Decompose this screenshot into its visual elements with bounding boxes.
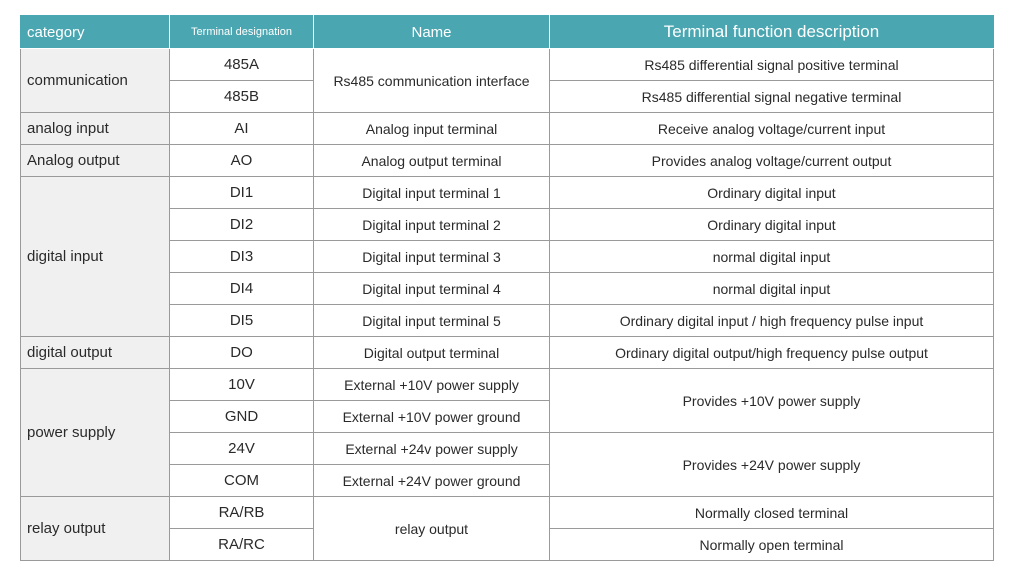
function-cell: Provides +24V power supply (550, 433, 994, 497)
header-name: Name (314, 16, 550, 49)
function-cell: Ordinary digital input (550, 209, 994, 241)
header-category: category (21, 16, 170, 49)
name-cell: External +10V power supply (314, 369, 550, 401)
name-cell: Analog input terminal (314, 113, 550, 145)
terminal-cell: RA/RC (170, 529, 314, 561)
table-row (21, 145, 994, 177)
function-cell: Ordinary digital output/high frequency pulse output (550, 337, 994, 369)
header-terminal-designation: Terminal designation (170, 16, 314, 49)
name-cell: External +24V power ground (314, 465, 550, 497)
name-cell: External +10V power ground (314, 401, 550, 433)
name-cell: Digital output terminal (314, 337, 550, 369)
category-cell: relay output (21, 497, 170, 561)
function-cell: Rs485 differential signal negative terminal (550, 81, 994, 113)
terminal-cell: DO (170, 337, 314, 369)
name-cell: relay output (314, 497, 550, 561)
terminal-cell: 24V (170, 433, 314, 465)
function-cell: Provides analog voltage/current output (550, 145, 994, 177)
name-cell: Analog output terminal (314, 145, 550, 177)
name-cell: Digital input terminal 5 (314, 305, 550, 337)
terminal-cell: COM (170, 465, 314, 497)
terminal-cell: DI1 (170, 177, 314, 209)
name-cell: Digital input terminal 4 (314, 273, 550, 305)
table-row (21, 113, 994, 145)
terminal-cell: RA/RB (170, 497, 314, 529)
terminal-cell: 10V (170, 369, 314, 401)
name-cell: External +24v power supply (314, 433, 550, 465)
function-cell: Normally closed terminal (550, 497, 994, 529)
terminal-cell: DI4 (170, 273, 314, 305)
terminal-cell: 485A (170, 49, 314, 81)
header-row (21, 16, 994, 49)
terminal-cell: AI (170, 113, 314, 145)
category-cell: digital output (21, 337, 170, 369)
name-cell: Digital input terminal 3 (314, 241, 550, 273)
category-cell: analog input (21, 113, 170, 145)
table-row (21, 337, 994, 369)
terminal-cell: DI5 (170, 305, 314, 337)
name-cell: Digital input terminal 2 (314, 209, 550, 241)
function-cell: Ordinary digital input (550, 177, 994, 209)
terminal-cell: AO (170, 145, 314, 177)
function-cell: normal digital input (550, 273, 994, 305)
header-function-description: Terminal function description (550, 16, 994, 49)
terminal-cell: GND (170, 401, 314, 433)
category-cell: Analog output (21, 145, 170, 177)
function-cell: Rs485 differential signal positive terminal (550, 49, 994, 81)
name-cell: Rs485 communication interface (314, 49, 550, 113)
table-row (21, 49, 994, 81)
terminal-table (20, 15, 994, 561)
terminal-cell: DI2 (170, 209, 314, 241)
category-cell: power supply (21, 369, 170, 497)
function-cell: Provides +10V power supply (550, 369, 994, 433)
function-cell: Ordinary digital input / high frequency pulse input (550, 305, 994, 337)
name-cell: Digital input terminal 1 (314, 177, 550, 209)
table-row (21, 177, 994, 209)
function-cell: normal digital input (550, 241, 994, 273)
terminal-cell: DI3 (170, 241, 314, 273)
function-cell: Receive analog voltage/current input (550, 113, 994, 145)
table-row (21, 369, 994, 401)
function-cell: Normally open terminal (550, 529, 994, 561)
terminal-cell: 485B (170, 81, 314, 113)
table-row (21, 497, 994, 529)
category-cell: communication (21, 49, 170, 113)
category-cell: digital input (21, 177, 170, 337)
